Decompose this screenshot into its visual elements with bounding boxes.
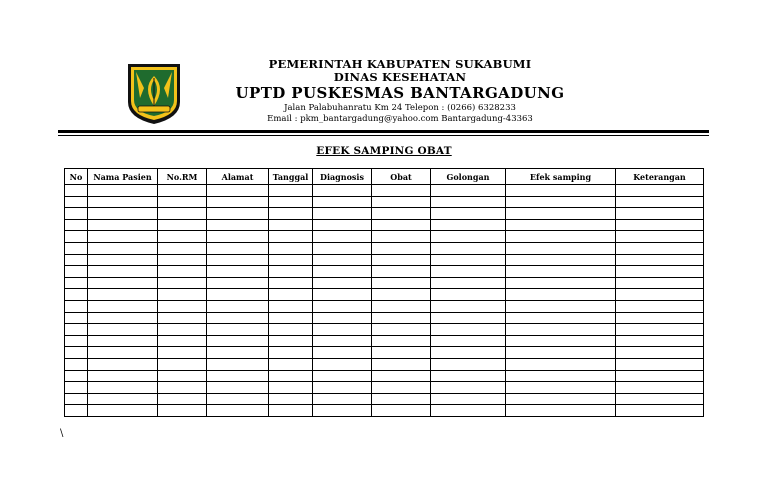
table-cell[interactable]	[158, 324, 207, 336]
table-cell[interactable]	[431, 277, 506, 289]
table-cell[interactable]	[372, 242, 431, 254]
table-cell[interactable]	[616, 254, 704, 266]
table-cell[interactable]	[207, 231, 269, 243]
regency-crest-icon	[126, 62, 182, 126]
table-cell[interactable]	[372, 335, 431, 347]
table-cell[interactable]	[88, 254, 158, 266]
table-cell[interactable]	[65, 196, 88, 208]
table-cell[interactable]	[372, 324, 431, 336]
table-cell[interactable]	[506, 196, 616, 208]
table-row	[65, 266, 704, 278]
table-cell[interactable]	[372, 254, 431, 266]
table-cell[interactable]	[269, 324, 313, 336]
table-cell[interactable]	[269, 405, 313, 417]
table-cell[interactable]	[313, 289, 372, 301]
table-cell[interactable]	[207, 370, 269, 382]
table-cell[interactable]	[65, 254, 88, 266]
table-cell[interactable]	[207, 382, 269, 394]
table-cell[interactable]	[88, 370, 158, 382]
table-cell[interactable]	[431, 347, 506, 359]
letterhead-rule-thin	[58, 135, 709, 136]
table-cell[interactable]	[506, 382, 616, 394]
column-header: Nama Pasien	[88, 169, 158, 185]
table-cell[interactable]	[88, 405, 158, 417]
table-cell[interactable]	[313, 219, 372, 231]
table-cell[interactable]	[506, 358, 616, 370]
column-header: Efek samping	[506, 169, 616, 185]
table-cell[interactable]	[88, 242, 158, 254]
table-cell[interactable]	[372, 185, 431, 197]
table-cell[interactable]	[158, 300, 207, 312]
table-cell[interactable]	[207, 405, 269, 417]
table-cell[interactable]	[158, 242, 207, 254]
table-cell[interactable]	[506, 242, 616, 254]
table-cell[interactable]	[158, 289, 207, 301]
table-cell[interactable]	[313, 254, 372, 266]
table-cell[interactable]	[207, 254, 269, 266]
table-cell[interactable]	[88, 312, 158, 324]
column-header: Keterangan	[616, 169, 704, 185]
letterhead-institution: UPTD PUSKESMAS BANTARGADUNG	[235, 84, 565, 102]
table-cell[interactable]	[88, 231, 158, 243]
table-cell[interactable]	[207, 242, 269, 254]
table-row	[65, 370, 704, 382]
table-cell[interactable]	[158, 185, 207, 197]
table-cell[interactable]	[616, 208, 704, 220]
document-title: EFEK SAMPING OBAT	[316, 145, 452, 157]
table-cell[interactable]	[158, 219, 207, 231]
table-cell[interactable]	[269, 208, 313, 220]
table-cell[interactable]	[431, 312, 506, 324]
table-cell[interactable]	[313, 324, 372, 336]
table-row	[65, 335, 704, 347]
table-cell[interactable]	[88, 266, 158, 278]
table-row	[65, 219, 704, 231]
table-cell[interactable]	[65, 393, 88, 405]
column-header: Tanggal	[269, 169, 313, 185]
table-row	[65, 277, 704, 289]
table-cell[interactable]	[158, 347, 207, 359]
table-cell[interactable]	[65, 231, 88, 243]
column-header: Obat	[372, 169, 431, 185]
table-cell[interactable]	[431, 266, 506, 278]
letterhead-rule-thick	[58, 130, 709, 133]
column-header: Alamat	[207, 169, 269, 185]
table-row	[65, 289, 704, 301]
table-cell[interactable]	[207, 335, 269, 347]
table-cell[interactable]	[65, 242, 88, 254]
table-cell[interactable]	[65, 324, 88, 336]
table-cell[interactable]	[616, 300, 704, 312]
table-cell[interactable]	[158, 196, 207, 208]
table-cell[interactable]	[269, 277, 313, 289]
table-cell[interactable]	[372, 370, 431, 382]
table-cell[interactable]	[431, 242, 506, 254]
table-cell[interactable]	[372, 382, 431, 394]
table-cell[interactable]	[506, 289, 616, 301]
table-cell[interactable]	[616, 347, 704, 359]
table-cell[interactable]	[207, 312, 269, 324]
table-cell[interactable]	[313, 196, 372, 208]
table-cell[interactable]	[65, 370, 88, 382]
table-cell[interactable]	[65, 185, 88, 197]
table-cell[interactable]	[65, 358, 88, 370]
table-cell[interactable]	[506, 231, 616, 243]
table-cell[interactable]	[65, 219, 88, 231]
table-cell[interactable]	[313, 242, 372, 254]
table-cell[interactable]	[65, 300, 88, 312]
table-cell[interactable]	[506, 324, 616, 336]
table-cell[interactable]	[65, 208, 88, 220]
table-cell[interactable]	[372, 393, 431, 405]
letterhead-address: Jalan Palabuhanratu Km 24 Telepon : (0266) 6328233	[284, 103, 516, 113]
table-row	[65, 358, 704, 370]
table-cell[interactable]	[616, 277, 704, 289]
table-cell[interactable]	[65, 266, 88, 278]
table-cell[interactable]	[506, 185, 616, 197]
table-cell[interactable]	[372, 358, 431, 370]
table-cell[interactable]	[269, 300, 313, 312]
column-header: Golongan	[431, 169, 506, 185]
table-cell[interactable]	[506, 277, 616, 289]
table-cell[interactable]	[158, 405, 207, 417]
table-cell[interactable]	[313, 347, 372, 359]
table-cell[interactable]	[313, 300, 372, 312]
table-cell[interactable]	[88, 289, 158, 301]
table-cell[interactable]	[313, 358, 372, 370]
table-cell[interactable]	[207, 266, 269, 278]
table-row	[65, 312, 704, 324]
table-cell[interactable]	[313, 370, 372, 382]
table-cell[interactable]	[313, 231, 372, 243]
table-cell[interactable]	[506, 393, 616, 405]
table-cell[interactable]	[616, 289, 704, 301]
table-cell[interactable]	[269, 231, 313, 243]
table-cell[interactable]	[207, 196, 269, 208]
table-row	[65, 324, 704, 336]
table-cell[interactable]	[313, 266, 372, 278]
table-cell[interactable]	[431, 289, 506, 301]
table-header-row	[65, 169, 704, 185]
table-cell[interactable]	[207, 324, 269, 336]
table-cell[interactable]	[431, 219, 506, 231]
column-header: No	[65, 169, 88, 185]
table-cell[interactable]	[431, 335, 506, 347]
table-cell[interactable]	[88, 196, 158, 208]
table-row	[65, 405, 704, 417]
table-cell[interactable]	[88, 277, 158, 289]
table-cell[interactable]	[158, 382, 207, 394]
table-cell[interactable]	[207, 208, 269, 220]
table-cell[interactable]	[431, 324, 506, 336]
table-cell[interactable]	[372, 347, 431, 359]
table-cell[interactable]	[269, 242, 313, 254]
table-cell[interactable]	[65, 335, 88, 347]
table-cell[interactable]	[506, 219, 616, 231]
table-row	[65, 196, 704, 208]
table-cell[interactable]	[158, 277, 207, 289]
table-cell[interactable]	[372, 277, 431, 289]
column-header: No.RM	[158, 169, 207, 185]
table-cell[interactable]	[313, 382, 372, 394]
table-cell[interactable]	[616, 312, 704, 324]
table-cell[interactable]	[269, 312, 313, 324]
table-cell[interactable]	[269, 347, 313, 359]
table-cell[interactable]	[269, 196, 313, 208]
table-cell[interactable]	[313, 277, 372, 289]
table-cell[interactable]	[616, 219, 704, 231]
letterhead-email: Email : pkm_bantargadung@yahoo.com Bantargadung-43363	[267, 114, 533, 124]
table-cell[interactable]	[431, 254, 506, 266]
table-cell[interactable]	[616, 185, 704, 197]
table-cell[interactable]	[269, 266, 313, 278]
table-cell[interactable]	[431, 382, 506, 394]
table-cell[interactable]	[616, 335, 704, 347]
table-cell[interactable]	[313, 312, 372, 324]
table-body	[65, 185, 704, 417]
table-cell[interactable]	[269, 335, 313, 347]
table-cell[interactable]	[65, 289, 88, 301]
table-cell[interactable]	[269, 358, 313, 370]
table-cell[interactable]	[506, 347, 616, 359]
table-cell[interactable]	[207, 289, 269, 301]
table-cell[interactable]	[372, 300, 431, 312]
side-effect-table	[64, 168, 704, 417]
table-cell[interactable]	[88, 219, 158, 231]
table-row	[65, 300, 704, 312]
table-cell[interactable]	[313, 185, 372, 197]
table-cell[interactable]	[313, 208, 372, 220]
table-row	[65, 382, 704, 394]
table-cell[interactable]	[506, 405, 616, 417]
table-row	[65, 231, 704, 243]
table-cell[interactable]	[207, 347, 269, 359]
table-cell[interactable]	[158, 358, 207, 370]
table-cell[interactable]	[88, 208, 158, 220]
table-cell[interactable]	[616, 358, 704, 370]
table-cell[interactable]	[372, 208, 431, 220]
letterhead-government: PEMERINTAH KABUPATEN SUKABUMI	[268, 57, 532, 71]
table-row	[65, 347, 704, 359]
table-cell[interactable]	[88, 393, 158, 405]
table-cell[interactable]	[506, 208, 616, 220]
table-cell[interactable]	[506, 254, 616, 266]
table-cell[interactable]	[372, 289, 431, 301]
table-cell[interactable]	[88, 335, 158, 347]
letterhead-department: DINAS KESEHATAN	[333, 70, 467, 84]
table-cell[interactable]	[207, 277, 269, 289]
table-cell[interactable]	[431, 196, 506, 208]
table-cell[interactable]	[88, 382, 158, 394]
table-cell[interactable]	[616, 393, 704, 405]
table-cell[interactable]	[158, 312, 207, 324]
table-cell[interactable]	[372, 266, 431, 278]
table-cell[interactable]	[506, 300, 616, 312]
table-cell[interactable]	[207, 358, 269, 370]
table-cell[interactable]	[88, 300, 158, 312]
table-cell[interactable]	[207, 393, 269, 405]
table-cell[interactable]	[158, 208, 207, 220]
table-cell[interactable]	[158, 266, 207, 278]
table-cell[interactable]	[207, 300, 269, 312]
table-cell[interactable]	[158, 370, 207, 382]
table-cell[interactable]	[158, 335, 207, 347]
table-cell[interactable]	[431, 393, 506, 405]
table-cell[interactable]	[431, 208, 506, 220]
table-cell[interactable]	[372, 231, 431, 243]
column-header: Diagnosis	[313, 169, 372, 185]
table-cell[interactable]	[506, 335, 616, 347]
table-row	[65, 393, 704, 405]
table-cell[interactable]	[313, 393, 372, 405]
table-cell[interactable]	[431, 405, 506, 417]
table-cell[interactable]	[616, 370, 704, 382]
table-cell[interactable]	[431, 185, 506, 197]
table-row	[65, 254, 704, 266]
table-cell[interactable]	[506, 266, 616, 278]
table-cell[interactable]	[616, 382, 704, 394]
table-cell[interactable]	[65, 382, 88, 394]
table-cell[interactable]	[372, 312, 431, 324]
table-cell[interactable]	[313, 405, 372, 417]
table-cell[interactable]	[616, 405, 704, 417]
table-cell[interactable]	[506, 312, 616, 324]
table-cell[interactable]	[269, 185, 313, 197]
table-cell[interactable]	[616, 242, 704, 254]
table-cell[interactable]	[88, 347, 158, 359]
table-cell[interactable]	[269, 370, 313, 382]
table-cell[interactable]	[372, 196, 431, 208]
table-row	[65, 242, 704, 254]
table-cell[interactable]	[616, 266, 704, 278]
table-cell[interactable]	[616, 231, 704, 243]
table-cell[interactable]	[88, 358, 158, 370]
table-cell[interactable]	[158, 393, 207, 405]
table-cell[interactable]	[372, 405, 431, 417]
table-cell[interactable]	[431, 300, 506, 312]
table-cell[interactable]	[158, 231, 207, 243]
table-cell[interactable]	[372, 219, 431, 231]
table-cell[interactable]	[65, 277, 88, 289]
table-cell[interactable]	[269, 254, 313, 266]
table-cell[interactable]	[269, 219, 313, 231]
letterhead	[200, 58, 600, 125]
table-cell[interactable]	[88, 185, 158, 197]
table-cell[interactable]	[207, 219, 269, 231]
table-cell[interactable]	[269, 382, 313, 394]
table-row	[65, 208, 704, 220]
table-cell[interactable]	[207, 185, 269, 197]
table-cell[interactable]	[65, 405, 88, 417]
table-cell[interactable]	[269, 393, 313, 405]
table-cell[interactable]	[431, 231, 506, 243]
table-cell[interactable]	[158, 254, 207, 266]
table-cell[interactable]	[506, 370, 616, 382]
table-row	[65, 185, 704, 197]
table-cell[interactable]	[616, 324, 704, 336]
table-cell[interactable]	[65, 312, 88, 324]
table-cell[interactable]	[269, 289, 313, 301]
table-cell[interactable]	[313, 335, 372, 347]
table-cell[interactable]	[65, 347, 88, 359]
table-cell[interactable]	[88, 324, 158, 336]
table-cell[interactable]	[431, 358, 506, 370]
table-cell[interactable]	[616, 196, 704, 208]
stray-mark: \	[60, 428, 64, 439]
table-cell[interactable]	[431, 370, 506, 382]
